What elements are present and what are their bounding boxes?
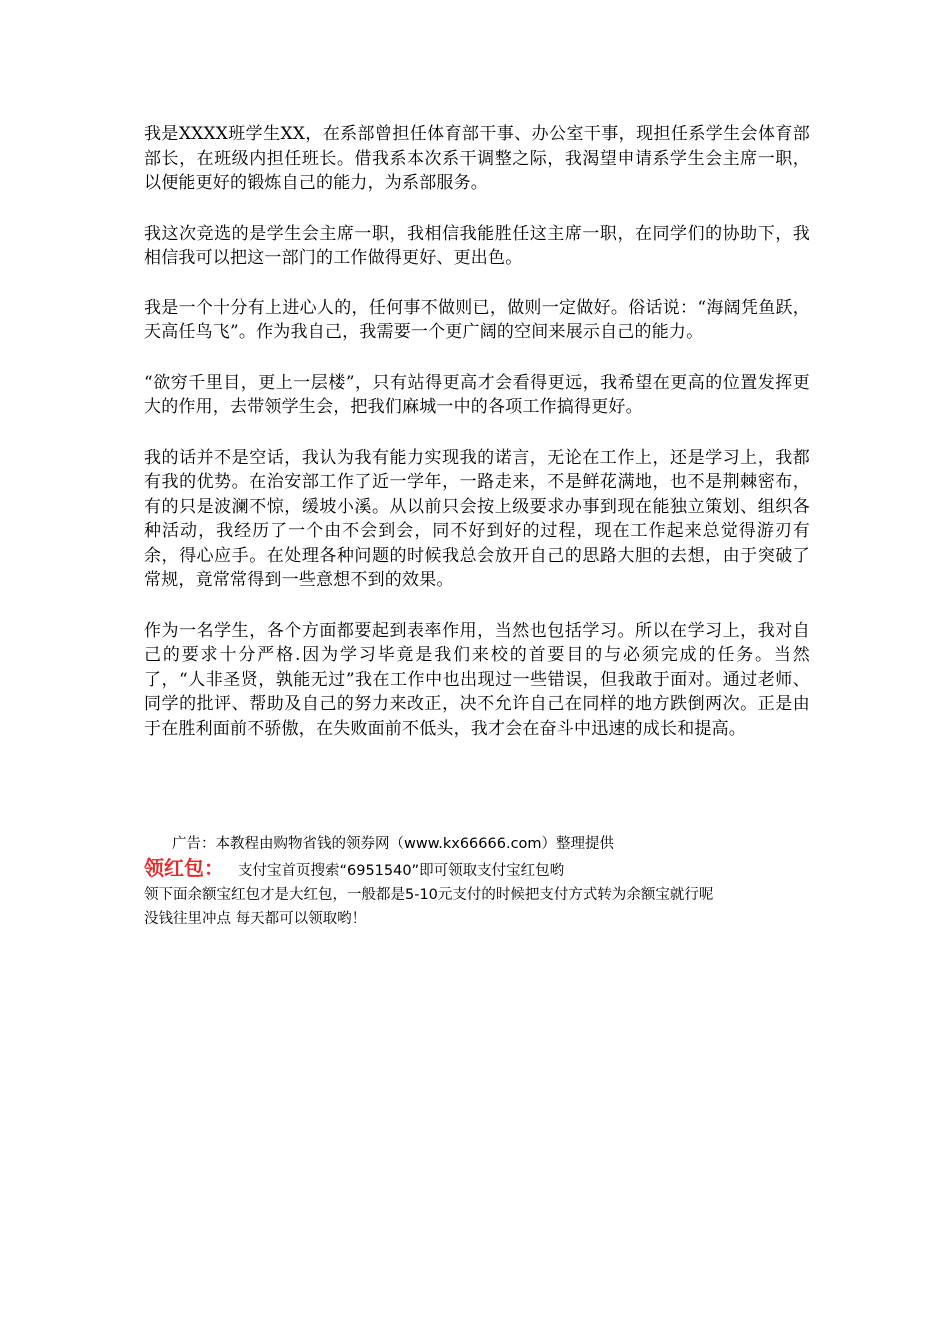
paragraph-1: 我是XXXX班学生XX，在系部曾担任体育部干事、办公室干事，现担任系学生会体育部部长，在班级内担任班长。借我系本次系干调整之际，我渴望申请系学生会主席一职，以便能更好的锻炼自己的能力，为系部服务。 <box>144 124 810 193</box>
paragraph-4: “欲穷千里目，更上一层楼”，只有站得更高才会看得更远，我希望在更高的位置发挥更大的作用，去带领学生会，把我们麻城一中的各项工作搞得更好。 <box>144 372 810 417</box>
paragraph-6: 作为一名学生，各个方面都要起到表率作用，当然也包括学习。所以在学习上，我对自己的要求十分严格.因为学习毕竟是我们来校的首要目的与必须完成的任务。当然了，“人非圣贤，孰能无过”我在工作中也出现过一些错误，但我敢于面对。通过老师、同学的批评、帮助及自己的努力来改正，决不允许自己在同样的地方跌倒两次。正是由于在胜利面前不骄傲，在失败面前不低头，我才会在奋斗中迅速的成长和提高。 <box>144 620 810 739</box>
paragraph-5: 我的话并不是空话，我认为我有能力实现我的诺言，无论在工作上，还是学习上，我都有我的优势。在治安部工作了近一学年，一路走来，不是鲜花满地，也不是荆棘密布，有的只是波澜不惊，缓坡小溪。从以前只会按上级要求办事到现在能独立策划、组织各种活动，我经历了一个由不会到会，同不好到好的过程，现在工作起来总觉得游刃有余，得心应手。在处理各种问题的时候我总会放开自己的思路大胆的去想，由于突破了常规，竟常常得到一些意想不到的效果。 <box>144 447 810 590</box>
redpacket-instruction: 支付宝首页搜索“6951540”即可领取支付宝红包哟 <box>238 863 565 879</box>
paragraph-2: 我这次竞选的是学生会主席一职，我相信我能胜任这主席一职，在同学们的协助下，我相信我可以把这一部门的工作做得更好、更出色。 <box>144 223 810 268</box>
ad-detail-line: 领下面余额宝红包才是大红包，一般都是5-10元支付的时候把支付方式转为余额宝就行呢 <box>144 887 714 903</box>
redpacket-label: 领红包： <box>144 856 224 880</box>
ad-redpacket-line <box>144 856 824 883</box>
document-body <box>144 122 810 767</box>
ad-closing-line: 没钱往里冲点 每天都可以领取哟！ <box>144 911 367 927</box>
paragraph-3: 我是一个十分有上进心人的，任何事不做则已，做则一定做好。俗话说：“海阔凭鱼跃，天高任鸟飞”。作为我自己，我需要一个更广阔的空间来展示自己的能力。 <box>144 297 810 342</box>
advertisement-block <box>144 832 824 931</box>
ad-source-line: 广告：本教程由购物省钱的领券网（www.kx66666.com）整理提供 <box>172 836 615 852</box>
